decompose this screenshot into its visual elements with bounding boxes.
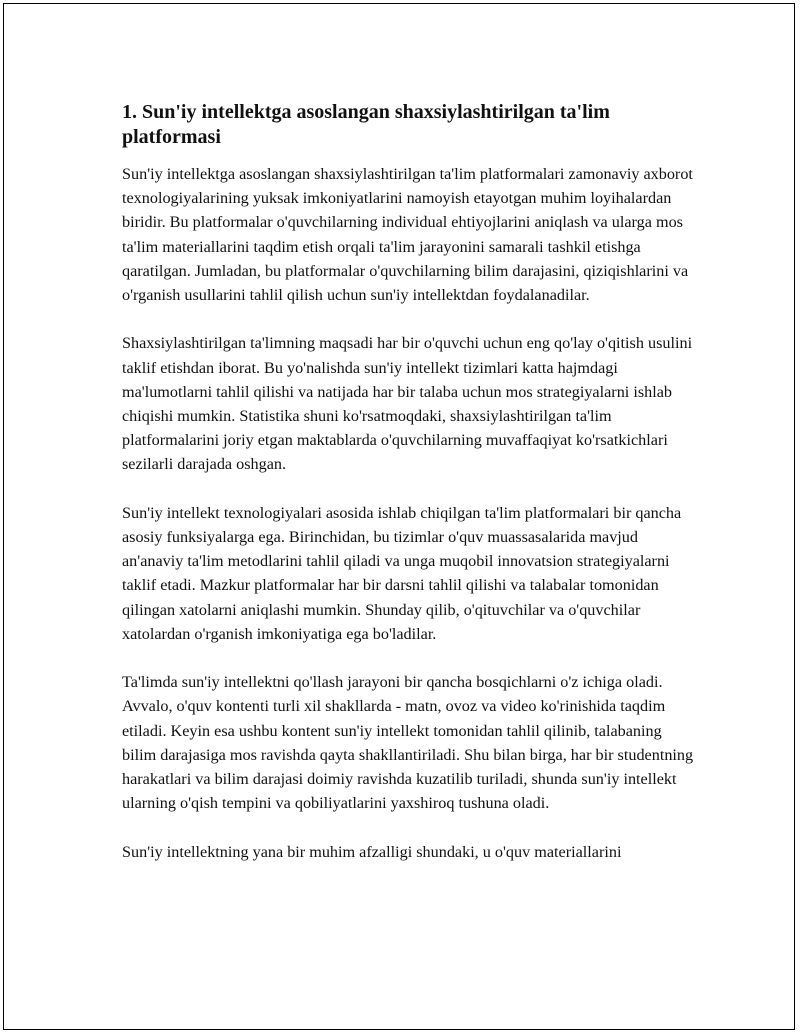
paragraph-2: Shaxsiylashtirilgan ta'limning maqsadi har bir o'quvchi uchun eng qo'lay o'qitish usulini taklif etishdan iborat. Bu yo'nalishda sun'iy intellekt tizimlari katta hajmdagi ma'lumotlarni tahlil qilishi va natijada har bir talaba uchun mos strategiyalarni ishlab chiqishi mumkin. Statistika shuni ko'rsatmoqdaki, shaxsiylashtirilgan ta'lim platformalarini joriy etgan maktablarda o'quvchilarning muvaffaqiyat ko'rsatkichlari sezilarli darajada oshgan. — [122, 334, 693, 474]
section-heading: 1. Sun'iy intellektga asoslangan shaxsiylashtirilgan ta'lim platformasi — [122, 101, 610, 148]
paragraph-5: Sun'iy intellektning yana bir muhim afzalligi shundaki, u o'quv materiallarini — [122, 842, 622, 861]
document-page — [3, 3, 795, 1030]
document-body — [122, 100, 694, 888]
paragraph-1: Sun'iy intellektga asoslangan shaxsiylashtirilgan ta'lim platformalari zamonaviy axborot texnologiyalarining yuksak imkoniyatlarini namoyish etayotgan muhim loyihalardan biridir. Bu platformalar o'quvchilarning individual ehtiyojlarini aniqlash va ularga mos ta'lim materiallarini taqdim etish orqali ta'lim jarayonini samarali tashkil etishga qaratilgan. Jumladan, bu platformalar o'quvchilarning bilim darajasini, qiziqishlarini va o'rganish usullarini tahlil qilish uchun sun'iy intellektdan foydalanadilar. — [122, 165, 693, 305]
paragraph-3: Sun'iy intellekt texnologiyalari asosida ishlab chiqilgan ta'lim platformalari bir qancha asosiy funksiyalarga ega. Birinchidan, bu tizimlar o'quv muassasalarida mavjud an'anaviy ta'lim metodlarini tahlil qiladi va unga muqobil innovatsion strategiyalarni taklif etadi. Mazkur platformalar har bir darsni tahlil qilishi va talabalar tomonidan qilingan xatolarni aniqlashi mumkin. Shunday qilib, o'qituvchilar va o'quvchilar xatolardan o'rganish imkoniyatiga ega bo'ladilar. — [122, 503, 682, 643]
paragraph-4: Ta'limda sun'iy intellektni qo'llash jarayoni bir qancha bosqichlarni o'z ichiga oladi. Avvalo, o'quv kontenti turli xil shakllarda - matn, ovoz va video ko'rinishida taqdim etiladi. Keyin esa ushbu kontent sun'iy intellekt tomonidan tahlil qilinib, talabaning bilim darajasiga mos ravishda qayta shakllantiriladi. Shu bilan birga, har bir studentning harakatlari va bilim darajasi doimiy ravishda kuzatilib turiladi, shunda sun'iy intellekt ularning o'qish tempini va qobiliyatlarini yaxshiroq tushuna oladi. — [122, 673, 694, 813]
